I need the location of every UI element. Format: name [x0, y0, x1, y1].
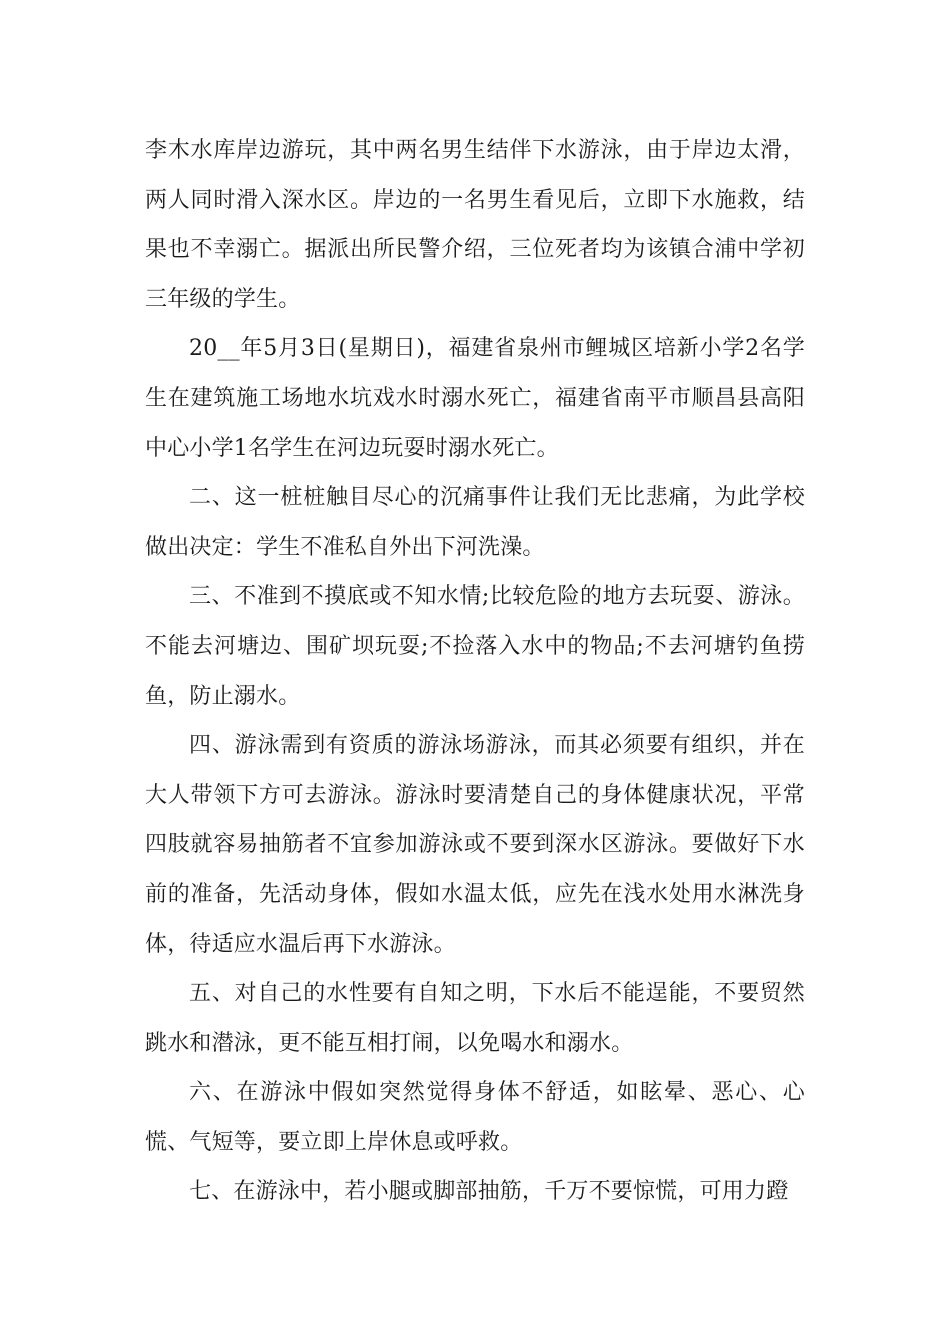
paragraph: 六、在游泳中假如突然觉得身体不舒适，如眩晕、恶心、心慌、气短等，要立即上岸休息或呼救。	[145, 1080, 805, 1155]
paragraph: 李木水库岸边游玩，其中两名男生结伴下水游泳，由于岸边太滑，两人同时滑入深水区。岸边的一名男生看见后，立即下水施救，结果也不幸溺亡。据派出所民警介绍，三位死者均为该镇合浦中学初三年级的学生。	[145, 138, 805, 312]
document-body	[145, 126, 805, 1217]
paragraph: 五、对自己的水性要有自知之明，下水后不能逞能，不要贸然跳水和潜泳，更不能互相打闹，以免喝水和溺水。	[145, 981, 805, 1056]
paragraph: 三、不准到不摸底或不知水情;比较危险的地方去玩耍、游泳。不能去河塘边、围矿坝玩耍;不捡落入水中的物品;不去河塘钓鱼捞鱼，防止溺水。	[145, 584, 805, 709]
paragraph: 二、这一桩桩触目尽心的沉痛事件让我们无比悲痛，为此学校做出决定：学生不准私自外出下河洗澡。	[145, 485, 805, 560]
paragraph: 20__年5月3日(星期日)，福建省泉州市鲤城区培新小学2名学生在建筑施工场地水坑戏水时溺水死亡，福建省南平市顺昌县高阳中心小学1名学生在河边玩耍时溺水死亡。	[145, 336, 805, 461]
paragraph: 七、在游泳中，若小腿或脚部抽筋，千万不要惊慌，可用力蹬	[189, 1179, 789, 1205]
paragraph: 四、游泳需到有资质的游泳场游泳，而其必须要有组织，并在大人带领下方可去游泳。游泳时要清楚自己的身体健康状况，平常四肢就容易抽筋者不宜参加游泳或不要到深水区游泳。要做好下水前的准备，先活动身体，假如水温太低，应先在浅水处用水淋洗身体，待适应水温后再下水游泳。	[145, 733, 805, 957]
